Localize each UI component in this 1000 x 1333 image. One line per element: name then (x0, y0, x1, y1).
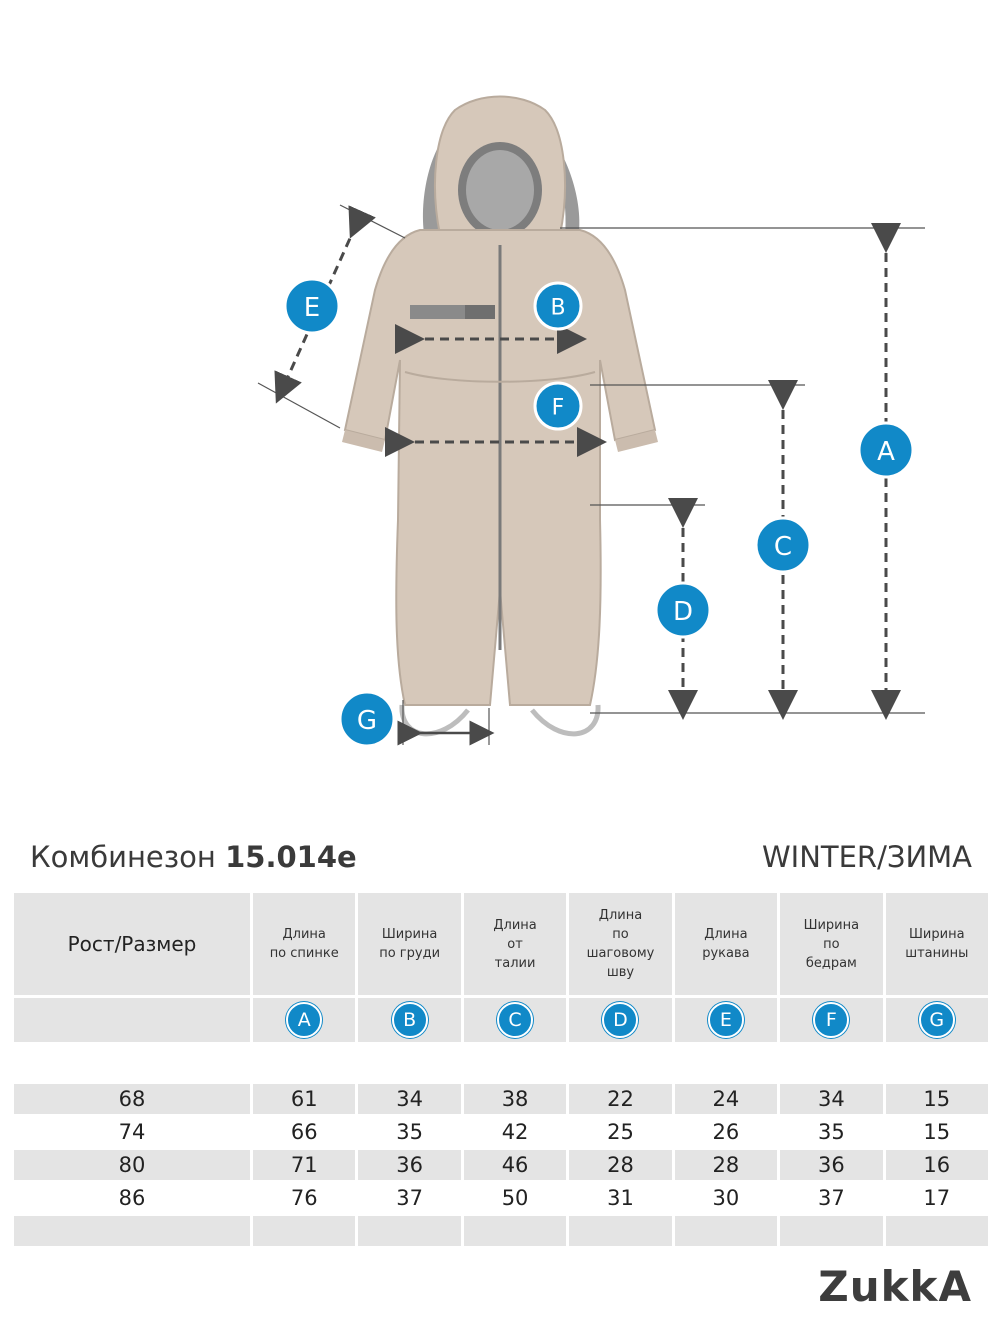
measure-cell: 76 (253, 1183, 355, 1213)
measure-cell: 46 (464, 1150, 566, 1180)
measure-cell: 15 (886, 1084, 988, 1114)
measure-cell: 35 (358, 1117, 460, 1147)
letter-badge-b: B (392, 1002, 428, 1038)
spacer-cell (358, 1045, 460, 1081)
product-title (30, 840, 357, 874)
measure-cell: 35 (780, 1117, 882, 1147)
measure-cell: 61 (253, 1084, 355, 1114)
footer-cell (358, 1216, 460, 1246)
header-e: Длина рукава (675, 893, 777, 995)
letter-badge-f: F (813, 1002, 849, 1038)
letter-badge-e: E (708, 1002, 744, 1038)
measure-cell: 28 (569, 1150, 671, 1180)
size-cell: 68 (14, 1084, 250, 1114)
spacer-cell (780, 1045, 882, 1081)
measure-cell: 37 (358, 1183, 460, 1213)
letter-cell-c (464, 998, 566, 1042)
spacer-cell (14, 1045, 250, 1081)
measure-cell: 42 (464, 1117, 566, 1147)
measure-cell: 36 (780, 1150, 882, 1180)
measure-cell: 30 (675, 1183, 777, 1213)
measure-cell: 22 (569, 1084, 671, 1114)
brand-logo: ZukkA (818, 1262, 972, 1311)
letter-cell-g (886, 998, 988, 1042)
measure-cell: 34 (358, 1084, 460, 1114)
season-label: WINTER/ЗИМА (761, 840, 972, 874)
header-c: Длина от талии (464, 893, 566, 995)
measure-cell: 26 (675, 1117, 777, 1147)
footer-cell (780, 1216, 882, 1246)
callout-a-label: A (877, 437, 895, 467)
letter-cell-f (780, 998, 882, 1042)
callout-b (535, 283, 581, 329)
measure-cell: 38 (464, 1084, 566, 1114)
callout-f (535, 383, 581, 429)
callout-e (285, 279, 339, 333)
callout-b-label: B (550, 295, 566, 321)
spacer-cell (886, 1045, 988, 1081)
measure-cell: 66 (253, 1117, 355, 1147)
footer-cell (464, 1216, 566, 1246)
footer-cell (675, 1216, 777, 1246)
callout-c (756, 518, 810, 572)
measure-cell: 25 (569, 1117, 671, 1147)
header-size: Рост/Размер (14, 893, 250, 995)
header-g: Ширина штанины (886, 893, 988, 995)
measure-cell: 37 (780, 1183, 882, 1213)
letter-badge-a: A (286, 1002, 322, 1038)
header-b: Ширина по груди (358, 893, 460, 995)
letters-row-empty (14, 998, 250, 1042)
letter-cell-a (253, 998, 355, 1042)
callout-a (859, 423, 913, 477)
letter-badge-g: G (919, 1002, 955, 1038)
product-name: Комбинезон (30, 840, 216, 874)
measure-cell: 24 (675, 1084, 777, 1114)
header-a: Длина по спинке (253, 893, 355, 995)
letter-cell-e (675, 998, 777, 1042)
callout-c-label: C (773, 532, 793, 562)
size-cell: 80 (14, 1150, 250, 1180)
measure-cell: 31 (569, 1183, 671, 1213)
jumpsuit-drawing (342, 97, 658, 734)
measure-cell: 15 (886, 1117, 988, 1147)
letter-badge-c: C (497, 1002, 533, 1038)
measure-cell: 34 (780, 1084, 882, 1114)
measure-cell: 36 (358, 1150, 460, 1180)
callout-g (340, 692, 394, 746)
callout-d (656, 583, 710, 637)
measure-cell: 28 (675, 1150, 777, 1180)
footer-cell (886, 1216, 988, 1246)
measure-cell: 16 (886, 1150, 988, 1180)
footer-cell (253, 1216, 355, 1246)
footer-cell (569, 1216, 671, 1246)
header-d: Длина по шаговому шву (569, 893, 671, 995)
spacer-cell (675, 1045, 777, 1081)
size-table (14, 893, 988, 1246)
callout-g-label: G (356, 706, 378, 736)
letter-cell-d (569, 998, 671, 1042)
size-cell: 74 (14, 1117, 250, 1147)
product-code: 15.014e (225, 840, 357, 874)
measure-cell: 50 (464, 1183, 566, 1213)
spacer-cell (464, 1045, 566, 1081)
footer-cell (14, 1216, 250, 1246)
size-cell: 86 (14, 1183, 250, 1213)
measure-cell: 71 (253, 1150, 355, 1180)
letter-badge-d: D (602, 1002, 638, 1038)
spacer-cell (569, 1045, 671, 1081)
header-f: Ширина по бедрам (780, 893, 882, 995)
spacer-cell (253, 1045, 355, 1081)
measure-cell: 17 (886, 1183, 988, 1213)
callout-d-label: D (672, 597, 694, 627)
callout-f-label: F (551, 395, 565, 421)
callout-e-label: E (303, 293, 321, 323)
letter-cell-b (358, 998, 460, 1042)
